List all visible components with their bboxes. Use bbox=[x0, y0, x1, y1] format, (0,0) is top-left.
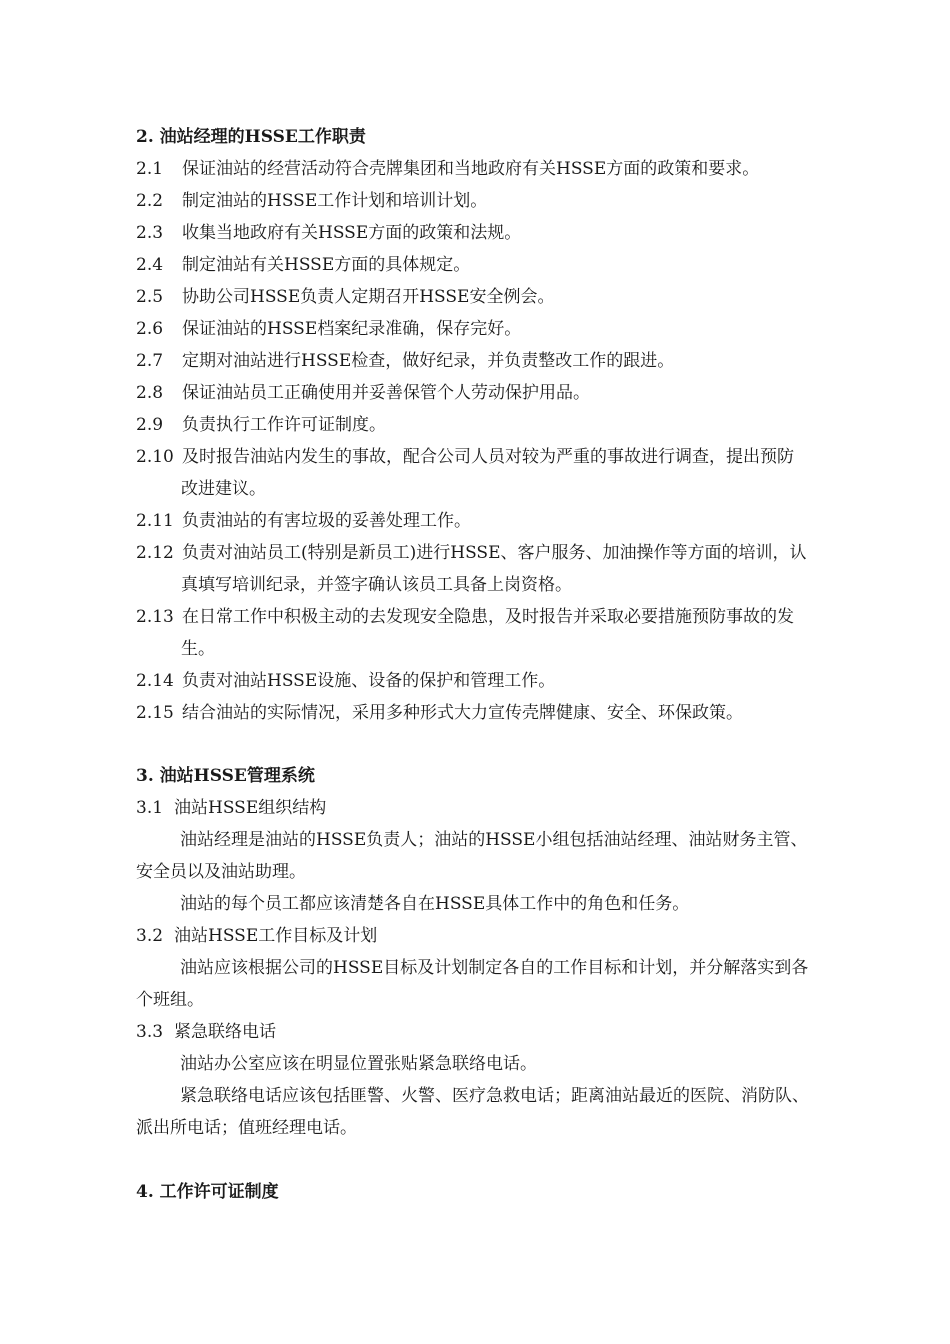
item-number: 2.10 bbox=[136, 447, 174, 467]
subsection-number: 3.2 bbox=[136, 926, 164, 946]
paragraph-line: 油站应该根据公司的HSSE目标及计划制定各自的工作目标和计划，并分解落实到各 bbox=[180, 958, 809, 978]
subsection-heading bbox=[136, 925, 377, 947]
item-text: 制定油站有关HSSE方面的具体规定。 bbox=[182, 255, 471, 275]
item-text: 负责油站的有害垃圾的妥善处理工作。 bbox=[182, 511, 471, 531]
item-number: 2.6 bbox=[136, 319, 164, 339]
item-number: 2.8 bbox=[136, 383, 164, 403]
paragraph-line: 安全员以及油站助理。 bbox=[136, 862, 306, 882]
item-continuation: 真填写培训纪录，并签字确认该员工具备上岗资格。 bbox=[181, 575, 572, 595]
list-item bbox=[136, 350, 674, 372]
subsection-number: 3.1 bbox=[136, 798, 164, 818]
list-item bbox=[136, 222, 521, 244]
list-item bbox=[136, 542, 807, 564]
item-number: 2.11 bbox=[136, 511, 174, 531]
item-text: 及时报告油站内发生的事故，配合公司人员对较为严重的事故进行调查，提出预防 bbox=[182, 447, 794, 467]
paragraph-line: 紧急联络电话应该包括匪警、火警、医疗急救电话；距离油站最近的医院、消防队、 bbox=[180, 1086, 809, 1106]
list-item bbox=[136, 158, 759, 180]
subsection-number: 3.3 bbox=[136, 1022, 164, 1042]
item-continuation: 生。 bbox=[181, 639, 215, 659]
item-text: 保证油站的经营活动符合壳牌集团和当地政府有关HSSE方面的政策和要求。 bbox=[182, 159, 760, 179]
item-text: 负责对油站HSSE设施、设备的保护和管理工作。 bbox=[182, 671, 556, 691]
paragraph-line: 油站经理是油站的HSSE负责人；油站的HSSE小组包括油站经理、油站财务主管、 bbox=[180, 830, 808, 850]
section-2-heading: 2. 油站经理的HSSE工作职责 bbox=[136, 127, 366, 147]
list-item bbox=[136, 702, 743, 724]
list-item bbox=[136, 446, 794, 468]
item-text: 保证油站的HSSE档案纪录准确，保存完好。 bbox=[182, 319, 522, 339]
section-4-heading: 4. 工作许可证制度 bbox=[136, 1182, 279, 1202]
paragraph-line: 派出所电话；值班经理电话。 bbox=[136, 1118, 357, 1138]
item-text: 保证油站员工正确使用并妥善保管个人劳动保护用品。 bbox=[182, 383, 590, 403]
list-item bbox=[136, 510, 471, 532]
item-text: 负责执行工作许可证制度。 bbox=[182, 415, 386, 435]
paragraph-line: 个班组。 bbox=[136, 990, 204, 1010]
paragraph-line: 油站办公室应该在明显位置张贴紧急联络电话。 bbox=[180, 1054, 537, 1074]
item-number: 2.2 bbox=[136, 191, 164, 211]
item-text: 定期对油站进行HSSE检查，做好纪录，并负责整改工作的跟进。 bbox=[182, 351, 675, 371]
paragraph-line: 油站的每个员工都应该清楚各自在HSSE具体工作中的角色和任务。 bbox=[180, 894, 690, 914]
item-text: 协助公司HSSE负责人定期召开HSSE安全例会。 bbox=[182, 287, 555, 307]
subsection-title: 油站HSSE工作目标及计划 bbox=[174, 926, 378, 946]
item-text: 收集当地政府有关HSSE方面的政策和法规。 bbox=[182, 223, 522, 243]
subsection-title: 油站HSSE组织结构 bbox=[174, 798, 327, 818]
item-number: 2.3 bbox=[136, 223, 164, 243]
item-number: 2.4 bbox=[136, 255, 164, 275]
list-item bbox=[136, 254, 470, 276]
item-number: 2.1 bbox=[136, 159, 164, 179]
item-number: 2.5 bbox=[136, 287, 164, 307]
subsection-heading bbox=[136, 1021, 276, 1043]
section-3-heading: 3. 油站HSSE管理系统 bbox=[136, 766, 315, 786]
item-number: 2.9 bbox=[136, 415, 164, 435]
list-item bbox=[136, 606, 794, 628]
list-item bbox=[136, 190, 487, 212]
item-number: 2.12 bbox=[136, 543, 174, 563]
list-item bbox=[136, 286, 554, 308]
item-text: 负责对油站员工(特别是新员工)进行HSSE、客户服务、加油操作等方面的培训，认 bbox=[182, 543, 807, 563]
item-text: 结合油站的实际情况，采用多种形式大力宣传壳牌健康、安全、环保政策。 bbox=[182, 703, 743, 723]
item-number: 2.13 bbox=[136, 607, 174, 627]
item-text: 制定油站的HSSE工作计划和培训计划。 bbox=[182, 191, 488, 211]
subsection-heading bbox=[136, 797, 326, 819]
item-number: 2.7 bbox=[136, 351, 164, 371]
list-item bbox=[136, 414, 386, 436]
item-continuation: 改进建议。 bbox=[181, 479, 266, 499]
item-number: 2.14 bbox=[136, 671, 174, 691]
item-number: 2.15 bbox=[136, 703, 174, 723]
list-item bbox=[136, 382, 590, 404]
list-item bbox=[136, 670, 555, 692]
subsection-title: 紧急联络电话 bbox=[174, 1022, 276, 1042]
list-item bbox=[136, 318, 521, 340]
item-text: 在日常工作中积极主动的去发现安全隐患，及时报告并采取必要措施预防事故的发 bbox=[182, 607, 794, 627]
